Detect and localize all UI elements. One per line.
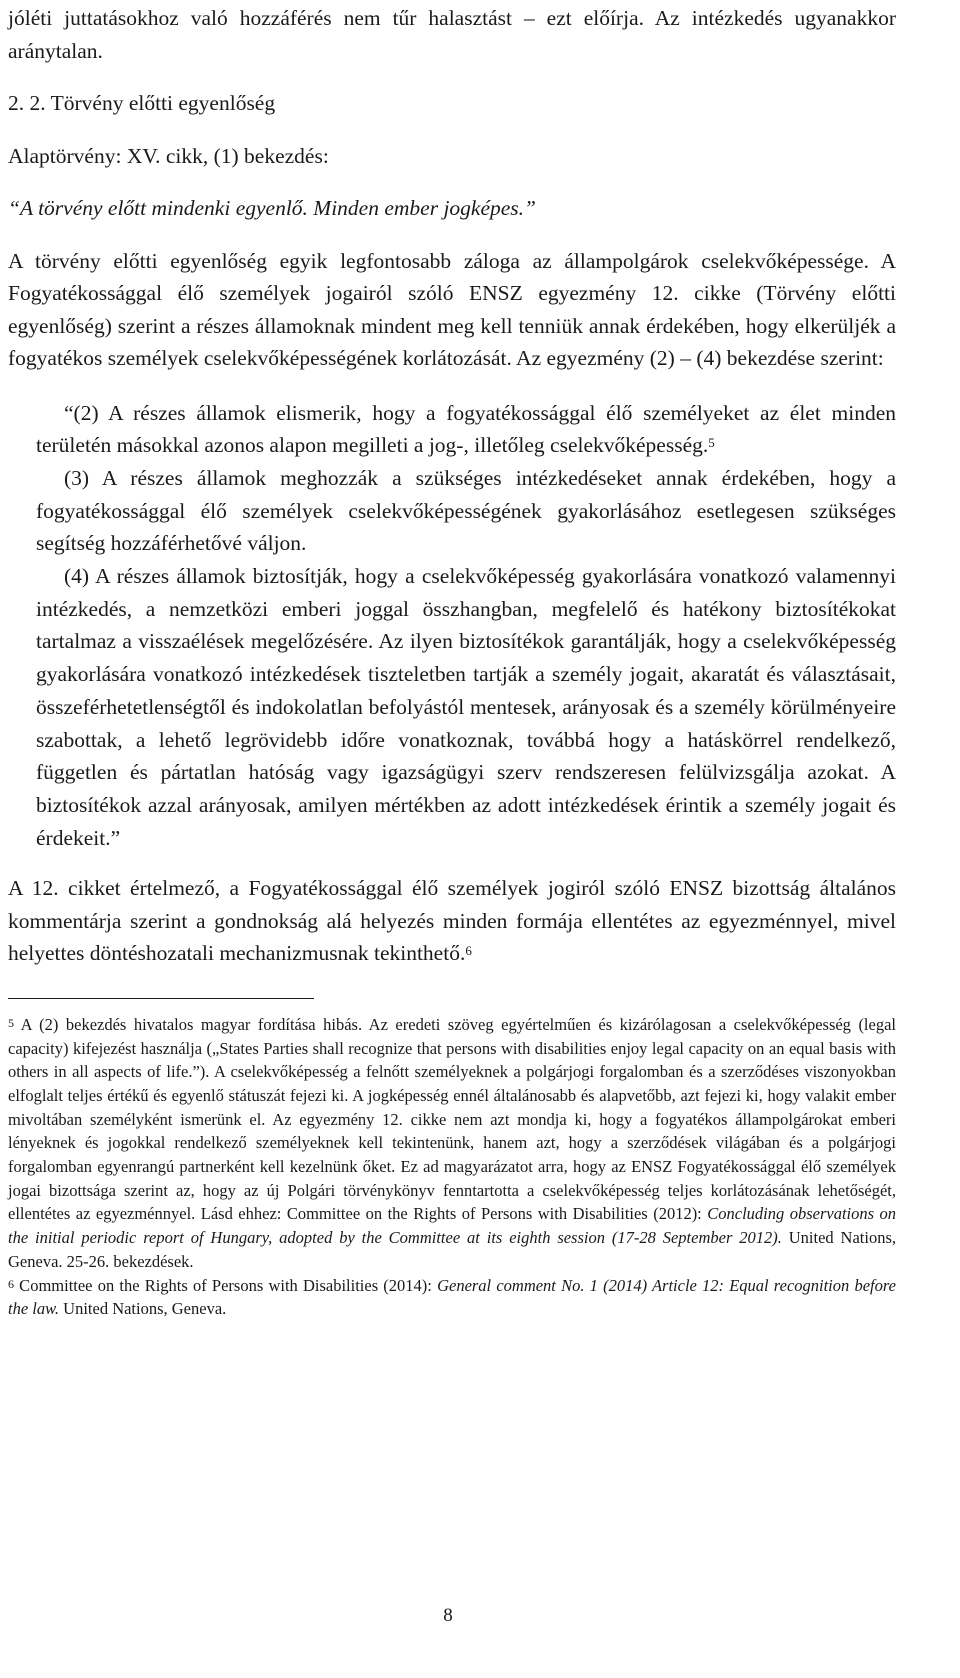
footnote-6-text: Committee on the Rights of Persons with Disabilities (2014): <box>14 1275 438 1295</box>
paragraph-guardianship <box>8 872 896 970</box>
quote-paragraph-2-text: “(2) A részes államok elismerik, hogy a fogyatékossággal élő személyeket az élet minden területén másokkal azonos alapon megilleti a jog-, illetőleg cselekvőképesség. <box>36 400 896 458</box>
footnote-separator <box>8 998 314 999</box>
footnote-5-italic: Concluding observations on the initial periodic report of Hungary, adopted by the Committee at its eighth session (17-28 September 2012). <box>8 1204 897 1248</box>
footnote-5-tail: United Nations, Geneva. 25-26. bekezdések. <box>8 1228 896 1271</box>
convention-quote <box>36 397 896 855</box>
footnote-6-tail: United Nations, Geneva. <box>59 1299 227 1319</box>
law-quote: “A törvény előtt mindenki egyenlő. Minden ember jogképes.” <box>8 196 536 220</box>
footnote-ref-6[interactable]: 6 <box>465 943 472 959</box>
footnote-6-mark: 6 <box>8 1276 14 1291</box>
law-reference: Alaptörvény: XV. cikk, (1) bekezdés: <box>8 143 329 168</box>
footnote-5-text: A (2) bekezdés hivatalos magyar fordítása hibás. Az eredeti szöveg egyértelműen és kizárólagosan a cselekvőképesség (legal capacity) kifejezést használja („States Parties shall recognize that persons with disabilities enjoy legal capacity on an equal basis with others in all aspects of life.”). A cselekvőképesség a felnőtt személyeknek a polgárjogi forgalomban és a szerződéses viszonyokban elfoglalt teljes értékű és egyenlő státuszát fejezi ki. A jogképesség ennél általánosabb és alapvetőbb, azt fejezi ki, hogy valakit ember mivoltában személyként ismerünk el. Az egyezmény 12. cikke nem azt mondja ki, hogy a fogyatékos állampolgárokat emberi lényeknek és jogokkal rendelkező személyeknek kell tekintenünk, hanem azt, hogy a szerződések világában és a polgárjogi forgalomban egyenrangú partnerként kell kezelnünk őket. Ez ad magyarázatot arra, hogy az ENSZ Fogyatékossággal élő személyek jogai bizottsága szerint az, hogy az új Polgári törvénykönyv fenntartotta a cselekvőképesség teljes korlátozásának lehetőségét, ellentétes az egyezménnyel. Lásd ehhez: Committee on the Rights of Persons with Disabilities (2012): <box>8 1014 896 1224</box>
quote-paragraph-4: (4) A részes államok biztosítják, hogy a cselekvőképesség gyakorlására vonatkozó valamennyi intézkedés, a nemzetközi emberi joggal összhangban, megfelelő és hatékony biztosítékokat tartalmaz a visszaélések megelőzésére. Az ilyen biztosítékok garantálják, hogy a cselekvőképesség gyakorlására vonatkozó intézkedések tiszteletben tartják a személy jogait, akaratát és választásait, összeférhetetlenségtől és indokolatlan befolyástól mentesek, arányosak és a személy körülményeire szabottak, a lehető legrövidebb időre vonatkoznak, továbbá hogy a hatáskörrel rendelkező, független és pártatlan hatóság vagy igazságügyi szerv rendszeresen felülvizsgálja azokat. A biztosítékok azzal arányosak, amilyen mértékben az adott intézkedések érintik a személy jogait és érdekeit.” <box>36 564 896 850</box>
quote-paragraph-3: (3) A részes államok meghozzák a szükséges intézkedéseket annak érdekében, hogy a fogyatékossággal élő személyek cselekvőképességének gyakorlásához esetlegesen szükséges segítség hozzáférhetővé váljon. <box>36 465 896 556</box>
paragraph-equality: A törvény előtti egyenlőség egyik legfontosabb záloga az állampolgárok cselekvőképessége. A Fogyatékossággal élő személyek jogairól szóló ENSZ egyezmény 12. cikke (Törvény előtti egyenlőség) szerint a részes államoknak mindent meg kell tenniük annak érdekében, hogy elkerüljék a fogyatékos személyek cselekvőképességének korlátozását. Az egyezmény (2) – (4) bekezdése szerint: <box>8 248 896 370</box>
quote-paragraph-2 <box>36 397 896 462</box>
continuation-paragraph: jóléti juttatásokhoz való hozzáférés nem tűr halasztást – ezt előírja. Az intézkedés ugyanakkor aránytalan. <box>8 6 896 63</box>
footnote-6-italic: General comment No. 1 (2014) Article 12: Equal recognition before the law. <box>8 1275 896 1319</box>
footnote-5-mark: 5 <box>8 1015 14 1030</box>
footnote-5 <box>8 1013 896 1274</box>
page-number: 8 <box>443 1605 453 1626</box>
footnote-ref-5[interactable]: 5 <box>708 435 715 451</box>
footnotes <box>8 1013 896 1321</box>
footnote-6 <box>8 1274 896 1321</box>
document-page <box>8 0 896 1321</box>
section-heading: 2. 2. Törvény előtti egyenlőség <box>8 91 276 115</box>
paragraph-guardianship-text: A 12. cikket értelmező, a Fogyatékossággal élő személyek jogiról szóló ENSZ bizottság általános kommentárja szerint a gondnokság alá helyezés minden formája ellentétes az egyezménnyel, mivel helyettes döntéshozatali mechanizmusnak tekinthető. <box>8 876 896 966</box>
